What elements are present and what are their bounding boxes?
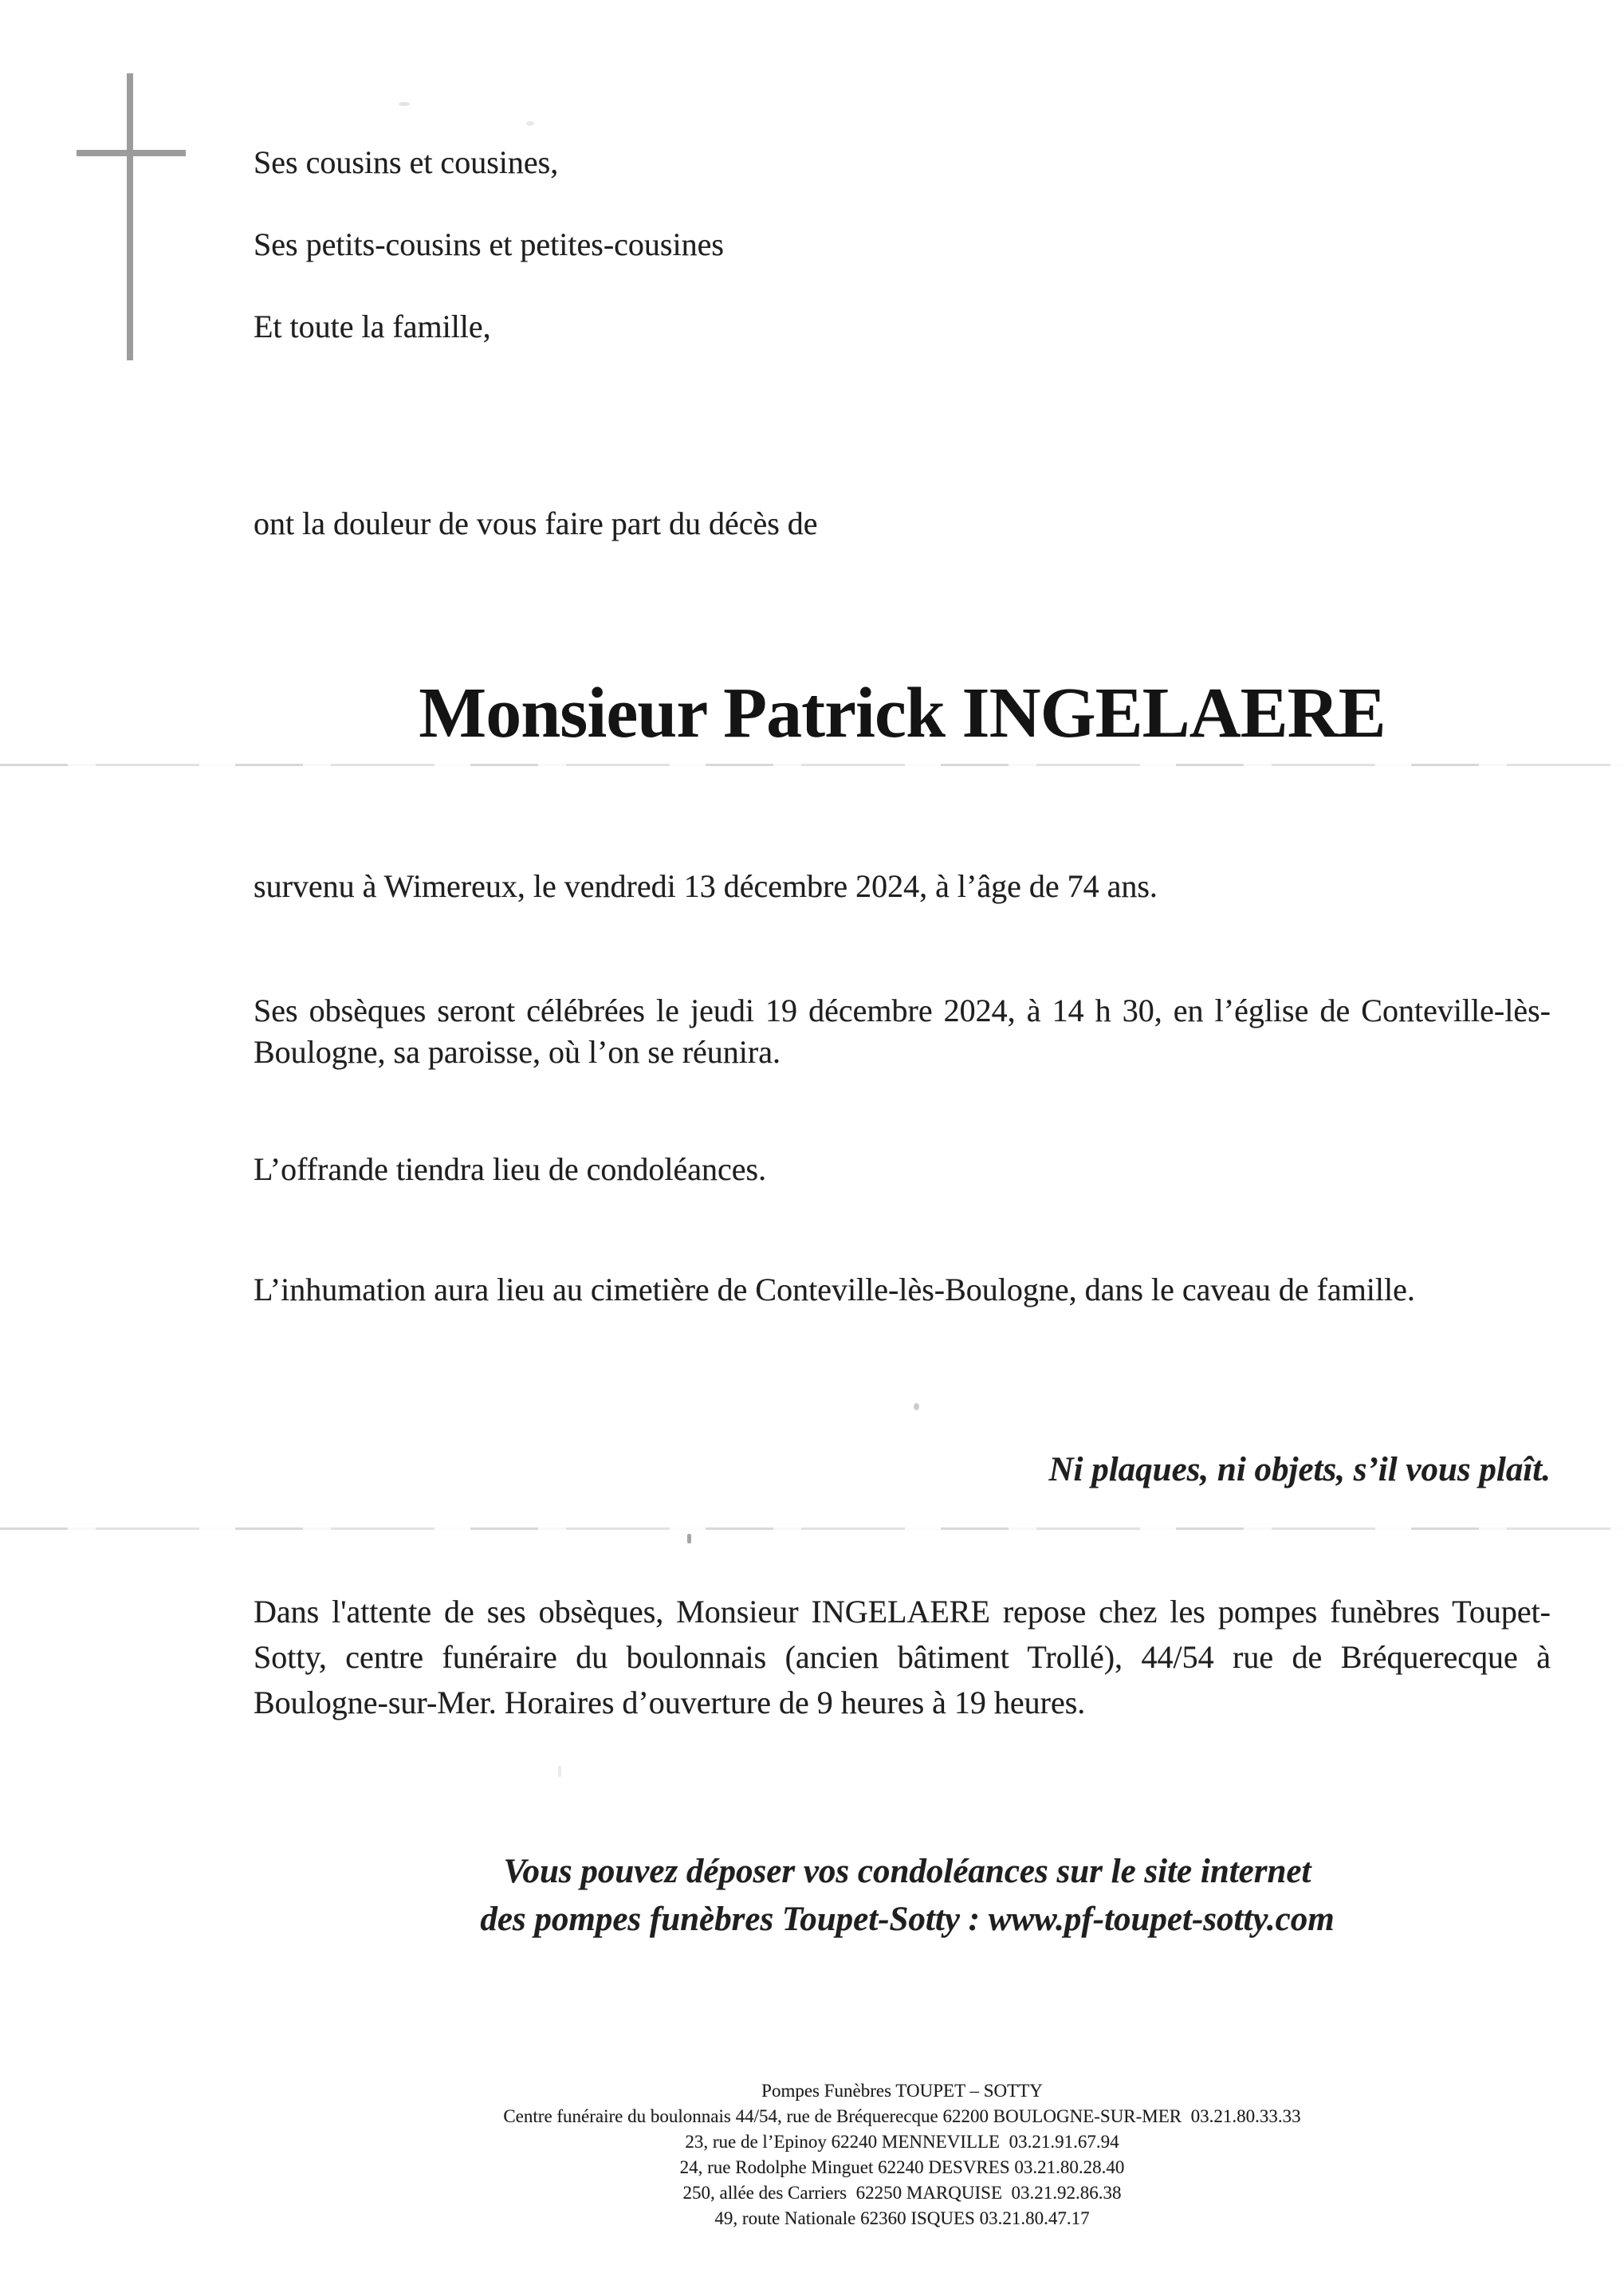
footer-address-4: 250, allée des Carriers 62250 MARQUISE 03.21.92.86.38 <box>682 2183 1122 2203</box>
scan-speck <box>558 1766 561 1777</box>
memorial-cross-icon <box>77 150 186 156</box>
scan-speck <box>399 102 410 106</box>
scan-speck <box>914 1403 919 1410</box>
condolences-line-2: des pompes funèbres Toupet-Sotty : www.pf-toupet-sotty.com <box>480 1901 1335 1938</box>
death-line: survenu à Wimereux, le vendredi 13 décembre 2024, à l’âge de 74 ans. <box>254 868 1158 904</box>
family-line-3: Et toute la famille, <box>254 309 491 344</box>
repose-paragraph: Dans l'attente de ses obsèques, Monsieur INGELAERE repose chez les pompes funèbres Toupet-Sotty, centre funéraire du boulonnais (ancien bâtiment Trollé), 44/54 rue de Bréquerecque à Boulogne-sur-Mer. Horaires d’ouverture de 9 heures à 19 heures. <box>254 1594 1551 1720</box>
scan-speck <box>687 1534 691 1543</box>
offering-line: L’offrande tiendra lieu de condoléances. <box>254 1151 767 1187</box>
footer-address-3: 24, rue Rodolphe Minguet 62240 DESVRES 03.21.80.28.40 <box>679 2157 1125 2177</box>
scan-artifact-line <box>0 764 1624 766</box>
condolences-block <box>254 1848 1561 1944</box>
deceased-name: Monsieur Patrick INGELAERE <box>419 674 1386 753</box>
scan-speck <box>526 121 534 126</box>
no-plaques-line: Ni plaques, ni objets, s’il vous plaît. <box>1048 1451 1551 1488</box>
funeral-paragraph: Ses obsèques seront célébrées le jeudi 19 décembre 2024, à 14 h 30, en l’église de Conteville-lès-Boulogne, sa paroisse, où l’on se réunira. <box>254 993 1551 1070</box>
memorial-cross-icon <box>127 73 133 360</box>
footer-address-5: 49, route Nationale 62360 ISQUES 03.21.80.47.17 <box>714 2208 1090 2228</box>
footer-address-2: 23, rue de l’Epinoy 62240 MENNEVILLE 03.21.91.67.94 <box>685 2132 1119 2152</box>
footer-company: Pompes Funèbres TOUPET – SOTTY <box>761 2081 1043 2101</box>
footer-block <box>254 2078 1551 2231</box>
burial-line: L’inhumation aura lieu au cimetière de Conteville-lès-Boulogne, dans le caveau de famille. <box>254 1272 1415 1307</box>
condolences-line-1: Vous pouvez déposer vos condoléances sur le site internet <box>503 1853 1311 1890</box>
scan-artifact-line <box>0 1527 1624 1530</box>
announcement-line: ont la douleur de vous faire part du décès de <box>254 505 818 541</box>
family-line-2: Ses petits-cousins et petites-cousines <box>254 226 724 262</box>
footer-address-1: Centre funéraire du boulonnais 44/54, rue de Bréquerecque 62200 BOULOGNE-SUR-MER 03.21.80.33.33 <box>503 2106 1301 2126</box>
family-line-1: Ses cousins et cousines, <box>254 144 559 180</box>
